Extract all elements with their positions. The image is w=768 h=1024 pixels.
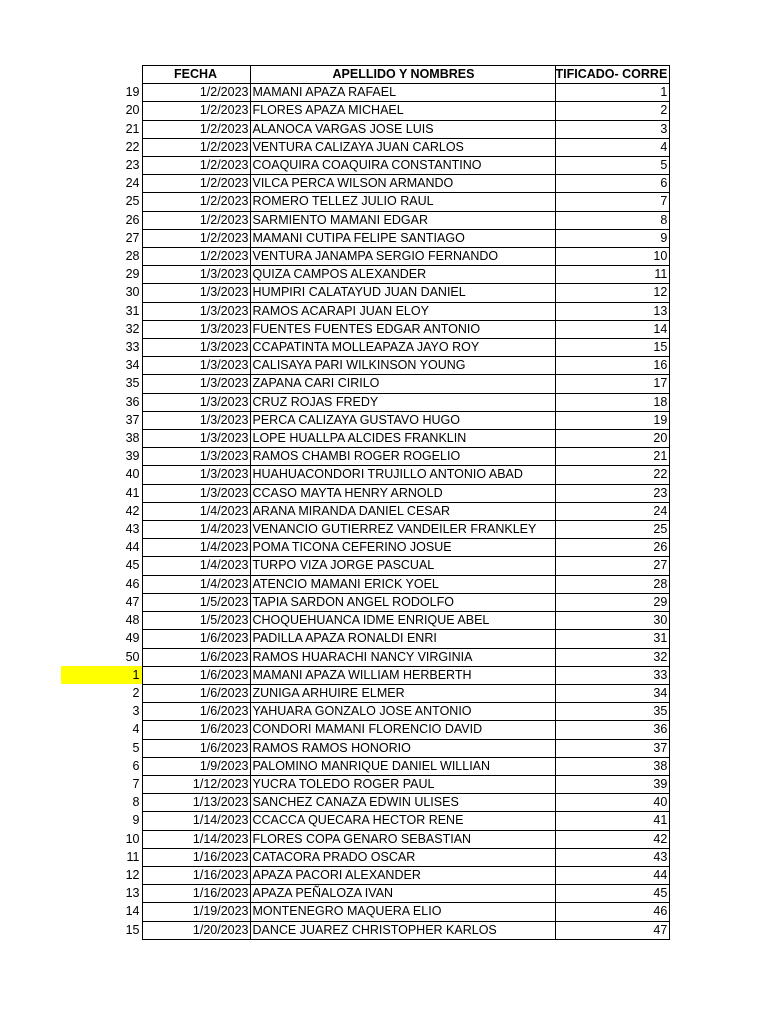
name-cell[interactable]: RAMOS CHAMBI ROGER ROGELIO bbox=[250, 448, 555, 466]
date-cell[interactable]: 1/4/2023 bbox=[142, 557, 250, 575]
row-index[interactable]: 14 bbox=[125, 904, 140, 919]
row-index[interactable]: 23 bbox=[125, 158, 140, 173]
date-cell[interactable]: 1/2/2023 bbox=[142, 211, 250, 229]
row-index[interactable]: 38 bbox=[125, 431, 140, 446]
certificate-number-cell[interactable]: 5 bbox=[555, 157, 670, 175]
certificate-number-cell[interactable]: 45 bbox=[555, 885, 670, 903]
date-cell[interactable]: 1/6/2023 bbox=[142, 703, 250, 721]
table-row bbox=[61, 284, 670, 302]
date-cell[interactable]: 1/14/2023 bbox=[142, 812, 250, 830]
date-cell[interactable]: 1/6/2023 bbox=[142, 630, 250, 648]
name-cell[interactable]: SANCHEZ CANAZA EDWIN ULISES bbox=[250, 794, 555, 812]
row-index[interactable]: 34 bbox=[125, 358, 140, 373]
name-cell[interactable]: CCASO MAYTA HENRY ARNOLD bbox=[250, 484, 555, 502]
certificate-number-cell[interactable]: 42 bbox=[555, 830, 670, 848]
certificate-number-cell[interactable]: 1 bbox=[555, 84, 670, 102]
certificate-number-cell[interactable]: 23 bbox=[555, 484, 670, 502]
row-index[interactable]: 29 bbox=[125, 267, 140, 282]
table-row bbox=[61, 775, 670, 793]
date-cell[interactable]: 1/2/2023 bbox=[142, 248, 250, 266]
certificate-number-cell[interactable]: 6 bbox=[555, 175, 670, 193]
name-cell[interactable]: ATENCIO MAMANI ERICK YOEL bbox=[250, 575, 555, 593]
date-cell[interactable]: 1/9/2023 bbox=[142, 757, 250, 775]
certificado-header[interactable]: TIFICADO- CORRE bbox=[555, 66, 670, 84]
row-index[interactable]: 49 bbox=[125, 631, 140, 646]
table-row bbox=[61, 502, 670, 520]
table-row bbox=[61, 721, 670, 739]
table-row bbox=[61, 320, 670, 338]
table-row bbox=[61, 848, 670, 866]
name-cell[interactable]: ZAPANA CARI CIRILO bbox=[250, 375, 555, 393]
certificate-number-cell[interactable]: 7 bbox=[555, 193, 670, 211]
row-index[interactable]: 8 bbox=[132, 795, 140, 810]
row-index[interactable]: 25 bbox=[125, 194, 140, 209]
date-cell[interactable]: 1/3/2023 bbox=[142, 466, 250, 484]
row-index[interactable]: 1 bbox=[61, 666, 142, 684]
certificate-number-cell[interactable]: 31 bbox=[555, 630, 670, 648]
certificate-number-cell[interactable]: 35 bbox=[555, 703, 670, 721]
row-index[interactable]: 37 bbox=[125, 412, 140, 427]
nombres-header[interactable]: APELLIDO Y NOMBRES bbox=[250, 66, 555, 84]
name-cell[interactable]: YAHUARA GONZALO JOSE ANTONIO bbox=[250, 703, 555, 721]
date-cell[interactable]: 1/6/2023 bbox=[142, 648, 250, 666]
table-row bbox=[61, 229, 670, 247]
name-cell[interactable]: HUAHUACONDORI TRUJILLO ANTONIO ABAD bbox=[250, 466, 555, 484]
table-row bbox=[61, 211, 670, 229]
row-index[interactable]: 11 bbox=[126, 849, 140, 864]
name-cell[interactable]: QUIZA CAMPOS ALEXANDER bbox=[250, 266, 555, 284]
row-index[interactable]: 39 bbox=[125, 449, 140, 464]
table-row bbox=[61, 175, 670, 193]
certificate-number-cell[interactable]: 22 bbox=[555, 466, 670, 484]
table-row bbox=[61, 812, 670, 830]
row-index[interactable]: 15 bbox=[125, 922, 140, 937]
row-index[interactable]: 19 bbox=[125, 85, 140, 100]
date-cell[interactable]: 1/4/2023 bbox=[142, 575, 250, 593]
date-cell[interactable]: 1/3/2023 bbox=[142, 357, 250, 375]
name-cell[interactable]: COAQUIRA COAQUIRA CONSTANTINO bbox=[250, 157, 555, 175]
certificate-number-cell[interactable]: 15 bbox=[555, 339, 670, 357]
date-cell[interactable]: 1/4/2023 bbox=[142, 521, 250, 539]
row-index[interactable]: 41 bbox=[125, 485, 140, 500]
name-cell[interactable]: RAMOS RAMOS HONORIO bbox=[250, 739, 555, 757]
certificate-number-cell[interactable]: 34 bbox=[555, 684, 670, 702]
row-index[interactable]: 45 bbox=[125, 558, 140, 573]
date-cell[interactable]: 1/4/2023 bbox=[142, 539, 250, 557]
certificate-number-cell[interactable]: 40 bbox=[555, 794, 670, 812]
name-cell[interactable]: HUMPIRI CALATAYUD JUAN DANIEL bbox=[250, 284, 555, 302]
row-index[interactable]: 46 bbox=[125, 576, 140, 591]
table-row bbox=[61, 430, 670, 448]
name-cell[interactable]: MAMANI APAZA WILLIAM HERBERTH bbox=[250, 666, 555, 684]
row-index[interactable]: 22 bbox=[125, 139, 140, 154]
certificate-number-cell[interactable]: 28 bbox=[555, 575, 670, 593]
name-cell[interactable]: TAPIA SARDON ANGEL RODOLFO bbox=[250, 593, 555, 611]
date-cell[interactable]: 1/12/2023 bbox=[142, 775, 250, 793]
date-cell[interactable]: 1/5/2023 bbox=[142, 593, 250, 611]
certificate-number-cell[interactable]: 18 bbox=[555, 393, 670, 411]
table-row bbox=[61, 739, 670, 757]
date-cell[interactable]: 1/6/2023 bbox=[142, 739, 250, 757]
name-cell[interactable]: ALANOCA VARGAS JOSE LUIS bbox=[250, 120, 555, 138]
table-row bbox=[61, 84, 670, 102]
name-cell[interactable]: VILCA PERCA WILSON ARMANDO bbox=[250, 175, 555, 193]
table-row bbox=[61, 102, 670, 120]
certificate-number-cell[interactable]: 24 bbox=[555, 502, 670, 520]
header-row bbox=[61, 66, 670, 84]
row-index[interactable]: 32 bbox=[125, 321, 140, 336]
certificate-number-cell[interactable]: 37 bbox=[555, 739, 670, 757]
certificate-number-cell[interactable]: 46 bbox=[555, 903, 670, 921]
certificate-number-cell[interactable]: 9 bbox=[555, 229, 670, 247]
name-cell[interactable]: FLORES COPA GENARO SEBASTIAN bbox=[250, 830, 555, 848]
table-row bbox=[61, 411, 670, 429]
name-cell[interactable]: PALOMINO MANRIQUE DANIEL WILLIAN bbox=[250, 757, 555, 775]
date-cell[interactable]: 1/3/2023 bbox=[142, 430, 250, 448]
certificate-number-cell[interactable]: 38 bbox=[555, 757, 670, 775]
certificate-number-cell[interactable]: 4 bbox=[555, 138, 670, 156]
name-cell[interactable]: PERCA CALIZAYA GUSTAVO HUGO bbox=[250, 411, 555, 429]
name-cell[interactable]: VENTURA CALIZAYA JUAN CARLOS bbox=[250, 138, 555, 156]
name-cell[interactable]: APAZA PEÑALOZA IVAN bbox=[250, 885, 555, 903]
table-row bbox=[61, 794, 670, 812]
certificate-number-cell[interactable]: 12 bbox=[555, 284, 670, 302]
date-cell[interactable]: 1/3/2023 bbox=[142, 375, 250, 393]
name-cell[interactable]: PADILLA APAZA RONALDI ENRI bbox=[250, 630, 555, 648]
certificate-number-cell[interactable]: 43 bbox=[555, 848, 670, 866]
row-index[interactable]: 6 bbox=[132, 758, 140, 773]
date-cell[interactable]: 1/3/2023 bbox=[142, 302, 250, 320]
certificate-number-cell[interactable]: 10 bbox=[555, 248, 670, 266]
date-cell[interactable]: 1/3/2023 bbox=[142, 484, 250, 502]
date-cell[interactable]: 1/4/2023 bbox=[142, 502, 250, 520]
certificate-number-cell[interactable]: 32 bbox=[555, 648, 670, 666]
table-row bbox=[61, 612, 670, 630]
table-row bbox=[61, 866, 670, 884]
table-row bbox=[61, 138, 670, 156]
date-cell[interactable]: 1/3/2023 bbox=[142, 339, 250, 357]
row-index[interactable]: 2 bbox=[132, 685, 140, 700]
date-cell[interactable]: 1/6/2023 bbox=[142, 684, 250, 702]
date-cell[interactable]: 1/2/2023 bbox=[142, 120, 250, 138]
certificate-number-cell[interactable]: 44 bbox=[555, 866, 670, 884]
certificate-number-cell[interactable]: 14 bbox=[555, 320, 670, 338]
name-cell[interactable]: SARMIENTO MAMANI EDGAR bbox=[250, 211, 555, 229]
table-row bbox=[61, 157, 670, 175]
name-cell[interactable]: POMA TICONA CEFERINO JOSUE bbox=[250, 539, 555, 557]
date-cell[interactable]: 1/16/2023 bbox=[142, 885, 250, 903]
row-index[interactable]: 30 bbox=[125, 285, 140, 300]
date-cell[interactable]: 1/3/2023 bbox=[142, 411, 250, 429]
table-row bbox=[61, 466, 670, 484]
name-cell[interactable]: YUCRA TOLEDO ROGER PAUL bbox=[250, 775, 555, 793]
table-row bbox=[61, 885, 670, 903]
date-cell[interactable]: 1/14/2023 bbox=[142, 830, 250, 848]
certificate-number-cell[interactable]: 20 bbox=[555, 430, 670, 448]
row-index[interactable]: 10 bbox=[125, 831, 140, 846]
name-cell[interactable]: TURPO VIZA JORGE PASCUAL bbox=[250, 557, 555, 575]
name-cell[interactable]: ZUNIGA ARHUIRE ELMER bbox=[250, 684, 555, 702]
name-cell[interactable]: LOPE HUALLPA ALCIDES FRANKLIN bbox=[250, 430, 555, 448]
date-cell[interactable]: 1/6/2023 bbox=[142, 666, 250, 684]
certificate-number-cell[interactable]: 16 bbox=[555, 357, 670, 375]
date-cell[interactable]: 1/2/2023 bbox=[142, 175, 250, 193]
certificate-number-cell[interactable]: 11 bbox=[555, 266, 670, 284]
name-cell[interactable]: CCACCA QUECARA HECTOR RENE bbox=[250, 812, 555, 830]
certificate-number-cell[interactable]: 25 bbox=[555, 521, 670, 539]
table-row bbox=[61, 757, 670, 775]
table-row bbox=[61, 921, 670, 939]
table-row bbox=[61, 339, 670, 357]
certificate-number-cell[interactable]: 17 bbox=[555, 375, 670, 393]
row-index[interactable]: 36 bbox=[125, 394, 140, 409]
row-index[interactable]: 13 bbox=[125, 886, 140, 901]
table-row bbox=[61, 575, 670, 593]
name-cell[interactable]: ROMERO TELLEZ JULIO RAUL bbox=[250, 193, 555, 211]
table-body bbox=[61, 84, 670, 940]
table-row bbox=[61, 375, 670, 393]
table-row bbox=[61, 684, 670, 702]
table-row bbox=[61, 593, 670, 611]
table-row bbox=[61, 830, 670, 848]
row-index[interactable]: 33 bbox=[125, 340, 140, 355]
certificate-number-cell[interactable]: 36 bbox=[555, 721, 670, 739]
index-header bbox=[61, 66, 142, 84]
date-cell[interactable]: 1/19/2023 bbox=[142, 903, 250, 921]
table-row bbox=[61, 521, 670, 539]
table-row bbox=[61, 193, 670, 211]
table-row bbox=[61, 302, 670, 320]
date-cell[interactable]: 1/20/2023 bbox=[142, 921, 250, 939]
name-cell[interactable]: MAMANI CUTIPA FELIPE SANTIAGO bbox=[250, 229, 555, 247]
table-row bbox=[61, 120, 670, 138]
date-cell[interactable]: 1/2/2023 bbox=[142, 102, 250, 120]
row-index[interactable]: 47 bbox=[125, 594, 140, 609]
name-cell[interactable]: MONTENEGRO MAQUERA ELIO bbox=[250, 903, 555, 921]
certificate-number-cell[interactable]: 13 bbox=[555, 302, 670, 320]
certificate-number-cell[interactable]: 41 bbox=[555, 812, 670, 830]
table-row bbox=[61, 557, 670, 575]
table-row bbox=[61, 266, 670, 284]
table-row bbox=[61, 648, 670, 666]
name-cell[interactable]: CONDORI MAMANI FLORENCIO DAVID bbox=[250, 721, 555, 739]
table-row bbox=[61, 357, 670, 375]
certificate-number-cell[interactable]: 2 bbox=[555, 102, 670, 120]
row-index[interactable]: 21 bbox=[125, 121, 140, 136]
name-cell[interactable]: CCAPATINTA MOLLEAPAZA JAYO ROY bbox=[250, 339, 555, 357]
table-row bbox=[61, 703, 670, 721]
row-index[interactable]: 28 bbox=[125, 249, 140, 264]
certificate-number-cell[interactable]: 19 bbox=[555, 411, 670, 429]
row-index[interactable]: 44 bbox=[125, 540, 140, 555]
table-row bbox=[61, 630, 670, 648]
date-cell[interactable]: 1/16/2023 bbox=[142, 866, 250, 884]
name-cell[interactable]: ARANA MIRANDA DANIEL CESAR bbox=[250, 502, 555, 520]
name-cell[interactable]: CATACORA PRADO OSCAR bbox=[250, 848, 555, 866]
certificate-number-cell[interactable]: 29 bbox=[555, 593, 670, 611]
name-cell[interactable]: RAMOS HUARACHI NANCY VIRGINIA bbox=[250, 648, 555, 666]
row-index[interactable]: 20 bbox=[125, 103, 140, 118]
table-row bbox=[61, 448, 670, 466]
name-cell[interactable]: CHOQUEHUANCA IDME ENRIQUE ABEL bbox=[250, 612, 555, 630]
certificate-number-cell[interactable]: 3 bbox=[555, 120, 670, 138]
row-index[interactable]: 40 bbox=[125, 467, 140, 482]
fecha-header[interactable]: FECHA bbox=[142, 66, 250, 84]
row-index[interactable]: 9 bbox=[132, 813, 140, 828]
date-cell[interactable]: 1/6/2023 bbox=[142, 721, 250, 739]
date-cell[interactable]: 1/16/2023 bbox=[142, 848, 250, 866]
certificate-number-cell[interactable]: 27 bbox=[555, 557, 670, 575]
row-index[interactable]: 31 bbox=[125, 303, 140, 318]
date-cell[interactable]: 1/13/2023 bbox=[142, 794, 250, 812]
row-index[interactable]: 26 bbox=[125, 212, 140, 227]
date-cell[interactable]: 1/3/2023 bbox=[142, 266, 250, 284]
row-index[interactable]: 3 bbox=[132, 704, 140, 719]
table-row bbox=[61, 484, 670, 502]
row-index[interactable]: 43 bbox=[125, 522, 140, 537]
date-cell[interactable]: 1/2/2023 bbox=[142, 157, 250, 175]
row-index[interactable]: 27 bbox=[125, 230, 140, 245]
certificate-number-cell[interactable]: 8 bbox=[555, 211, 670, 229]
table-row bbox=[61, 903, 670, 921]
row-index[interactable]: 42 bbox=[125, 503, 140, 518]
table-row bbox=[61, 539, 670, 557]
name-cell[interactable]: VENTURA JANAMPA SERGIO FERNANDO bbox=[250, 248, 555, 266]
name-cell[interactable]: CRUZ ROJAS FREDY bbox=[250, 393, 555, 411]
name-cell[interactable]: DANCE JUAREZ CHRISTOPHER KARLOS bbox=[250, 921, 555, 939]
row-index[interactable]: 35 bbox=[125, 376, 140, 391]
name-cell[interactable]: VENANCIO GUTIERREZ VANDEILER FRANKLEY bbox=[250, 521, 555, 539]
data-table bbox=[61, 65, 670, 940]
date-cell[interactable]: 1/2/2023 bbox=[142, 84, 250, 102]
name-cell[interactable]: CALISAYA PARI WILKINSON YOUNG bbox=[250, 357, 555, 375]
date-cell[interactable]: 1/3/2023 bbox=[142, 284, 250, 302]
name-cell[interactable]: FLORES APAZA MICHAEL bbox=[250, 102, 555, 120]
date-cell[interactable]: 1/2/2023 bbox=[142, 138, 250, 156]
table-row bbox=[61, 666, 670, 684]
date-cell[interactable]: 1/3/2023 bbox=[142, 393, 250, 411]
certificate-number-cell[interactable]: 21 bbox=[555, 448, 670, 466]
certificate-number-cell[interactable]: 33 bbox=[555, 666, 670, 684]
row-index[interactable]: 4 bbox=[132, 722, 140, 737]
certificate-number-cell[interactable]: 30 bbox=[555, 612, 670, 630]
name-cell[interactable]: MAMANI APAZA RAFAEL bbox=[250, 84, 555, 102]
row-index[interactable]: 12 bbox=[125, 867, 140, 882]
row-index[interactable]: 7 bbox=[132, 776, 140, 791]
row-index[interactable]: 48 bbox=[125, 613, 140, 628]
certificate-number-cell[interactable]: 47 bbox=[555, 921, 670, 939]
date-cell[interactable]: 1/3/2023 bbox=[142, 448, 250, 466]
table-row bbox=[61, 393, 670, 411]
row-index[interactable]: 50 bbox=[125, 649, 140, 664]
certificate-number-cell[interactable]: 26 bbox=[555, 539, 670, 557]
date-cell[interactable]: 1/5/2023 bbox=[142, 612, 250, 630]
name-cell[interactable]: FUENTES FUENTES EDGAR ANTONIO bbox=[250, 320, 555, 338]
row-index[interactable]: 5 bbox=[132, 740, 140, 755]
table-row bbox=[61, 248, 670, 266]
row-index[interactable]: 24 bbox=[125, 176, 140, 191]
name-cell[interactable]: APAZA PACORI ALEXANDER bbox=[250, 866, 555, 884]
certificate-number-cell[interactable]: 39 bbox=[555, 775, 670, 793]
date-cell[interactable]: 1/2/2023 bbox=[142, 193, 250, 211]
date-cell[interactable]: 1/2/2023 bbox=[142, 229, 250, 247]
date-cell[interactable]: 1/3/2023 bbox=[142, 320, 250, 338]
name-cell[interactable]: RAMOS ACARAPI JUAN ELOY bbox=[250, 302, 555, 320]
